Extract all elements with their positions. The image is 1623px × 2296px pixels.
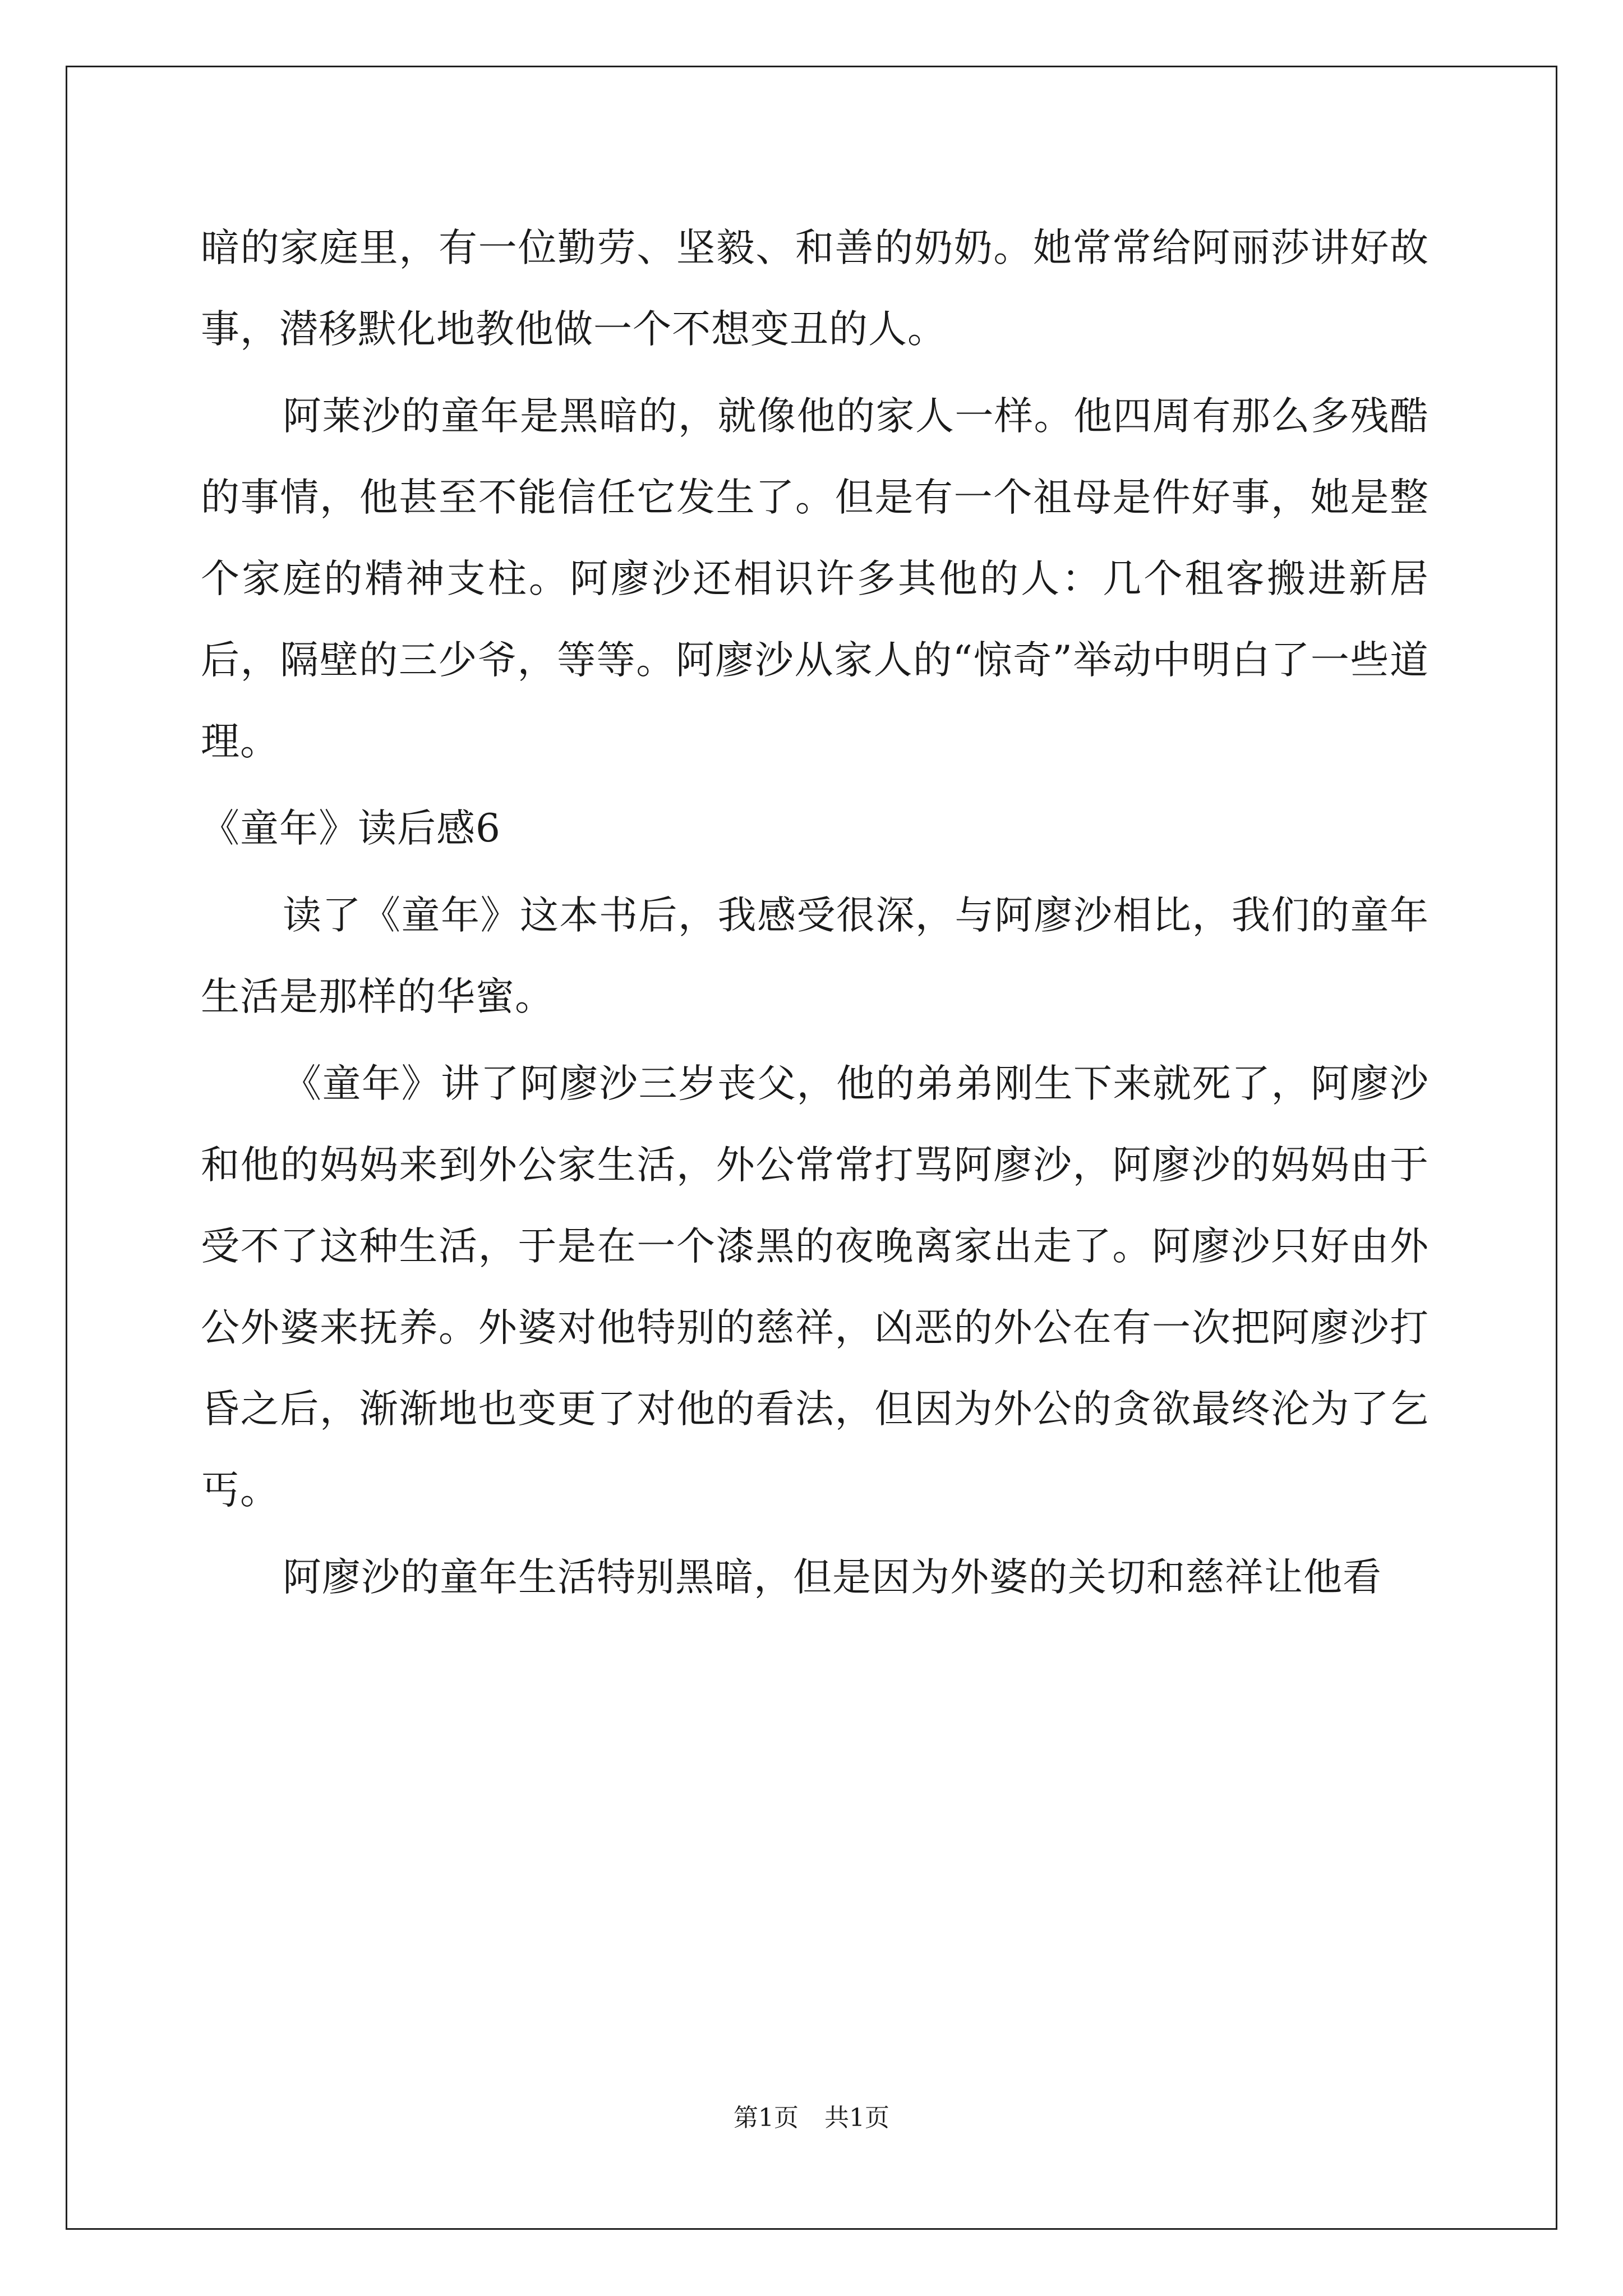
paragraph: 阿廖沙的童年生活特别黑暗，但是因为外婆的关切和慈祥让他看: [283, 1555, 1382, 1600]
page-number-current: 第1页: [734, 2104, 799, 2132]
paragraph: 读了《童年》这本书后，我感受很深，与阿廖沙相比，我们的童年生活是那样的华蜜。: [201, 893, 1429, 1019]
document-body: [201, 208, 1429, 1624]
section-heading: 《童年》读后感6: [201, 806, 501, 851]
paragraph: 阿莱沙的童年是黑暗的，就像他的家人一样。他四周有那么多残酷的事情，他甚至不能信任它发生了。但是有一个祖母是件好事，她是整个家庭的精神支柱。阿廖沙还相识许多其他的人：几个租客搬进新居后，隔壁的三少爷，等等。阿廖沙从家人的“惊奇”举动中明白了一些道理。: [201, 394, 1429, 764]
page-number-total: 共1页: [824, 2104, 889, 2132]
paragraph: 暗的家庭里，有一位勤劳、坚毅、和善的奶奶。她常常给阿丽莎讲好故事，潜移默化地教他做一个不想变丑的人。: [201, 226, 1429, 352]
paragraph: 《童年》讲了阿廖沙三岁丧父，他的弟弟刚生下来就死了，阿廖沙和他的妈妈来到外公家生活，外公常常打骂阿廖沙，阿廖沙的妈妈由于受不了这种生活，于是在一个漆黑的夜晚离家出走了。阿廖沙只好由外公外婆来抚养。外婆对他特别的慈祥，凶恶的外公在有一次把阿廖沙打昏之后，渐渐地也变更了对他的看法，但因为外公的贪欲最终沦为了乞丐。: [201, 1061, 1429, 1513]
page-footer: [0, 2101, 1623, 2135]
